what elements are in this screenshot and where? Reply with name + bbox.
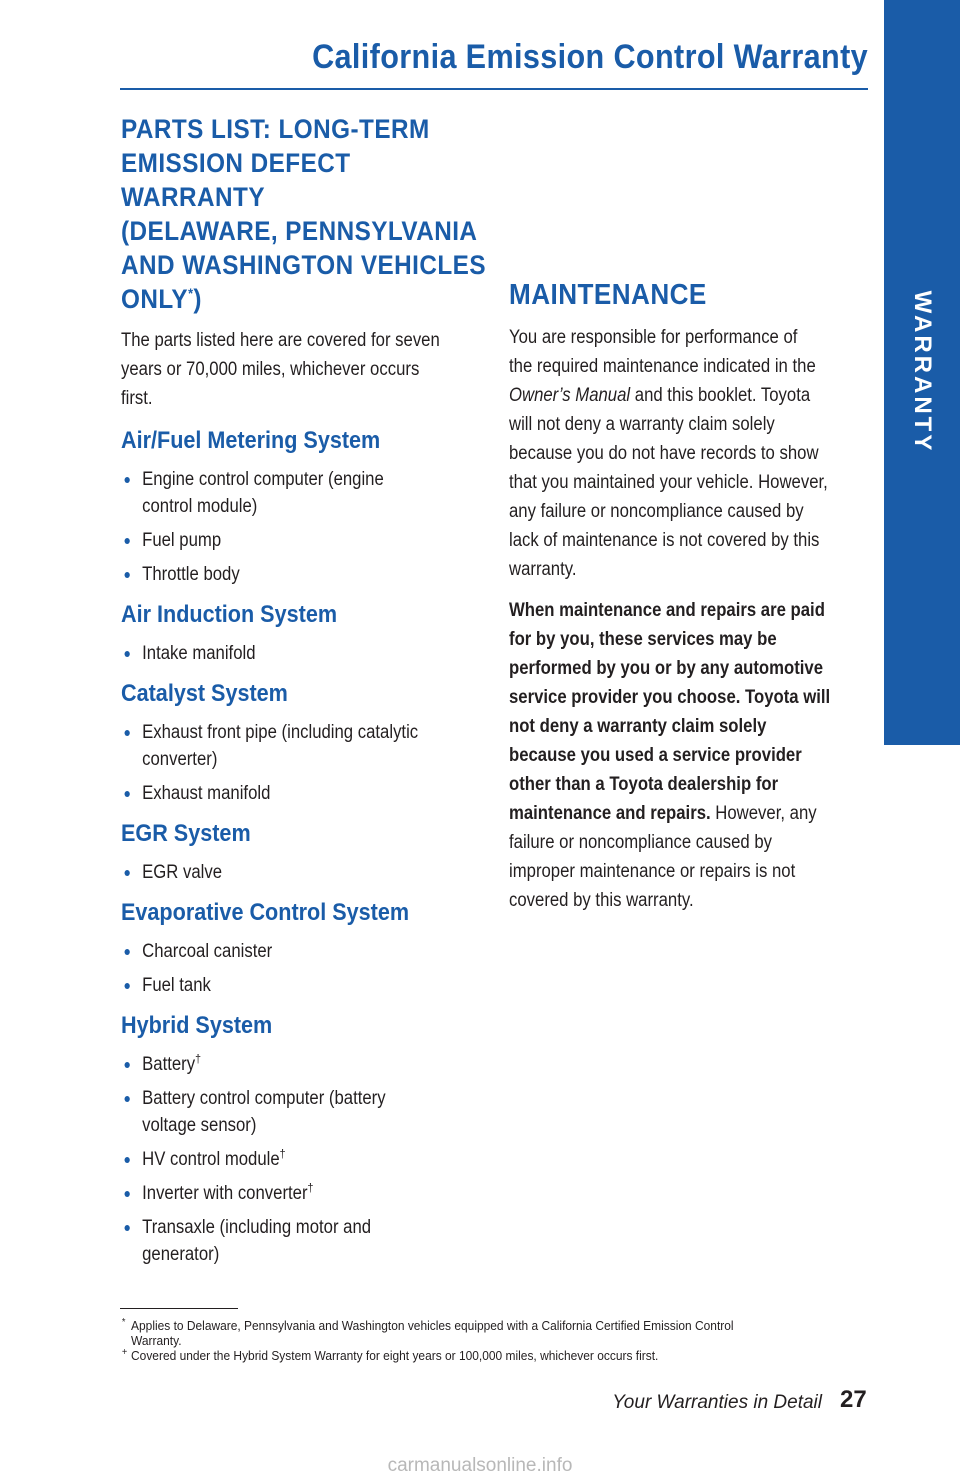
list-item (121, 938, 473, 965)
list-item-line (142, 1085, 473, 1112)
parts-groups (121, 426, 491, 1268)
list-item-text: Fuel pump (142, 530, 222, 551)
list-item (121, 527, 473, 554)
list-item-line (142, 1214, 473, 1241)
parts-list (121, 1051, 491, 1268)
subsection-heading: Air Induction System (121, 601, 338, 628)
title-line-text: ONLY (121, 284, 189, 314)
list-item (121, 780, 473, 807)
list-item (121, 466, 473, 520)
bold-line: maintenance and repairs. (509, 803, 711, 824)
footer-label: Your Warranties in Detail (612, 1392, 822, 1413)
footnote-mark: * (188, 285, 194, 301)
intro-line: years or 70,000 miles, whichever occurs (121, 359, 420, 380)
parts-list (121, 938, 491, 999)
page-number: 27 (840, 1386, 867, 1413)
footnote-mark: * (121, 1317, 126, 1328)
list-item-line (142, 1146, 473, 1173)
bullet-icon (125, 572, 130, 578)
list-item (121, 1051, 473, 1078)
footnote-line: Covered under the Hybrid System Warranty for eight years or 100,000 miles, whichever occurs first. (131, 1348, 659, 1363)
maintenance-paragraph-2 (509, 596, 872, 915)
list-item-line (142, 640, 473, 667)
list-item (121, 859, 473, 886)
paragraph-line: will not deny a warranty claim solely (509, 414, 775, 435)
watermark: carmanualsonline.info (387, 1455, 573, 1476)
footnote-mark: † (307, 1180, 314, 1195)
paragraph-line (509, 799, 872, 828)
title-line: EMISSION DEFECT WARRANTY (121, 148, 351, 212)
parts-list-title (121, 112, 490, 316)
list-item-text: HV control module (142, 1149, 280, 1170)
list-item-text: Transaxle (including motor and (142, 1217, 372, 1238)
list-item-text: EGR valve (142, 862, 223, 883)
list-item (121, 719, 473, 773)
list-item (121, 1085, 473, 1139)
paragraph-line: covered by this warranty. (509, 890, 694, 911)
maintenance-paragraph-1 (509, 323, 872, 584)
paragraph-text: and this booklet. Toyota (630, 385, 811, 406)
list-item-line (142, 859, 473, 886)
parts-list (121, 466, 491, 588)
intro-line: The parts listed here are covered for seven (121, 330, 440, 351)
bold-line: other than a Toyota dealership for (509, 774, 779, 795)
list-item-line (142, 527, 473, 554)
header-rule (120, 88, 868, 90)
list-item-text: voltage sensor) (142, 1115, 257, 1136)
bold-line: because you used a service provider (509, 745, 802, 766)
bullet-icon (125, 1157, 130, 1163)
list-item-line (142, 1112, 473, 1139)
subsection-heading: Air/Fuel Metering System (121, 427, 381, 454)
list-item-line (142, 466, 473, 493)
parts-list (121, 640, 491, 667)
list-item-text: Fuel tank (142, 975, 211, 996)
list-item-line (142, 972, 473, 999)
maintenance-column (509, 276, 871, 915)
side-tab (884, 0, 960, 745)
list-item (121, 1214, 473, 1268)
title-line: PARTS LIST: LONG-TERM (121, 114, 430, 144)
paragraph-line: failure or noncompliance caused by (509, 832, 773, 853)
title-line (121, 282, 490, 316)
footnote-mark: † (279, 1146, 286, 1161)
footnote-rule (120, 1308, 238, 1309)
bullet-icon (125, 791, 130, 797)
bold-line: service provider you choose. Toyota will (509, 687, 831, 708)
bullet-icon (125, 1191, 130, 1197)
bullet-icon (125, 1225, 130, 1231)
side-tab-label: WARRANTY (909, 290, 936, 454)
list-item (121, 640, 473, 667)
list-item-line (142, 1180, 473, 1207)
bold-line: for by you, these services may be (509, 629, 777, 650)
list-item-text: Exhaust manifold (142, 783, 271, 804)
paragraph-line: the required maintenance indicated in the (509, 356, 816, 377)
paragraph-line: You are responsible for performance of (509, 327, 798, 348)
parts-list (121, 719, 491, 807)
bullet-icon (125, 1096, 130, 1102)
paragraph-line: any failure or noncompliance caused by (509, 501, 804, 522)
footnote (120, 1318, 867, 1348)
list-item-line (142, 780, 473, 807)
list-item (121, 561, 473, 588)
subsection-heading: Catalyst System (121, 680, 288, 707)
list-item-line (142, 746, 473, 773)
list-item-text: Inverter with converter (142, 1183, 308, 1204)
list-item-text: Engine control computer (engine (142, 469, 384, 490)
bullet-icon (125, 730, 130, 736)
list-item-line (142, 493, 473, 520)
paragraph-line: that you maintained your vehicle. However, (509, 472, 828, 493)
bold-line: not deny a warranty claim solely (509, 716, 767, 737)
paragraph-line: warranty. (509, 559, 577, 580)
bullet-icon (125, 1062, 130, 1068)
list-item (121, 972, 473, 999)
list-item-line (142, 938, 473, 965)
list-item-text: Charcoal canister (142, 941, 273, 962)
list-item-text: Battery (142, 1054, 196, 1075)
subsection-heading: Evaporative Control System (121, 899, 410, 926)
footnote (120, 1348, 867, 1363)
footnote-mark: † (195, 1051, 201, 1066)
paragraph-line: improper maintenance or repairs is not (509, 861, 796, 882)
bullet-icon (125, 538, 130, 544)
list-item-text: Intake manifold (142, 643, 256, 664)
footnotes (120, 1318, 868, 1363)
footnote-mark: + (121, 1347, 128, 1358)
footnote-line: Applies to Delaware, Pennsylvania and Washington vehicles equipped with a California Certified Emission Control (131, 1318, 734, 1333)
list-item-line (142, 1241, 473, 1268)
parts-list-intro (121, 326, 482, 413)
list-item-line (142, 719, 473, 746)
bullet-icon (125, 651, 130, 657)
bullet-icon (125, 870, 130, 876)
list-item-text: Exhaust front pipe (including catalytic (142, 722, 419, 743)
title-line: (DELAWARE, PENNSYLVANIA (121, 216, 478, 246)
parts-list-column (121, 112, 491, 1275)
list-item (121, 1146, 473, 1173)
subsection-heading: EGR System (121, 820, 251, 847)
title-close: ) (193, 284, 202, 314)
bold-line: performed by you or by any automotive (509, 658, 824, 679)
list-item-text: Throttle body (142, 564, 240, 585)
list-item-text: generator) (142, 1244, 220, 1265)
paragraph-line: because you do not have records to show (509, 443, 819, 464)
paragraph-line: lack of maintenance is not covered by this (509, 530, 820, 551)
manual-title: Owner’s Manual (509, 385, 631, 406)
paragraph-text: However, any (710, 803, 817, 824)
bold-line: When maintenance and repairs are paid (509, 600, 825, 621)
maintenance-title: MAINTENANCE (509, 279, 707, 311)
page-title: California Emission Control Warranty (312, 38, 868, 76)
list-item-text: converter) (142, 749, 218, 770)
list-item-line (142, 561, 473, 588)
list-item-line (142, 1051, 473, 1078)
bullet-icon (125, 949, 130, 955)
title-line: AND WASHINGTON VEHICLES (121, 250, 486, 280)
subsection-heading: Hybrid System (121, 1012, 273, 1039)
paragraph-line (509, 381, 872, 410)
list-item-text: Battery control computer (battery (142, 1088, 386, 1109)
bullet-icon (125, 983, 130, 989)
parts-list (121, 859, 491, 886)
intro-line: first. (121, 388, 153, 409)
footnote-line: Warranty. (131, 1333, 182, 1348)
bullet-icon (125, 477, 130, 483)
list-item (121, 1180, 473, 1207)
list-item-text: control module) (142, 496, 258, 517)
